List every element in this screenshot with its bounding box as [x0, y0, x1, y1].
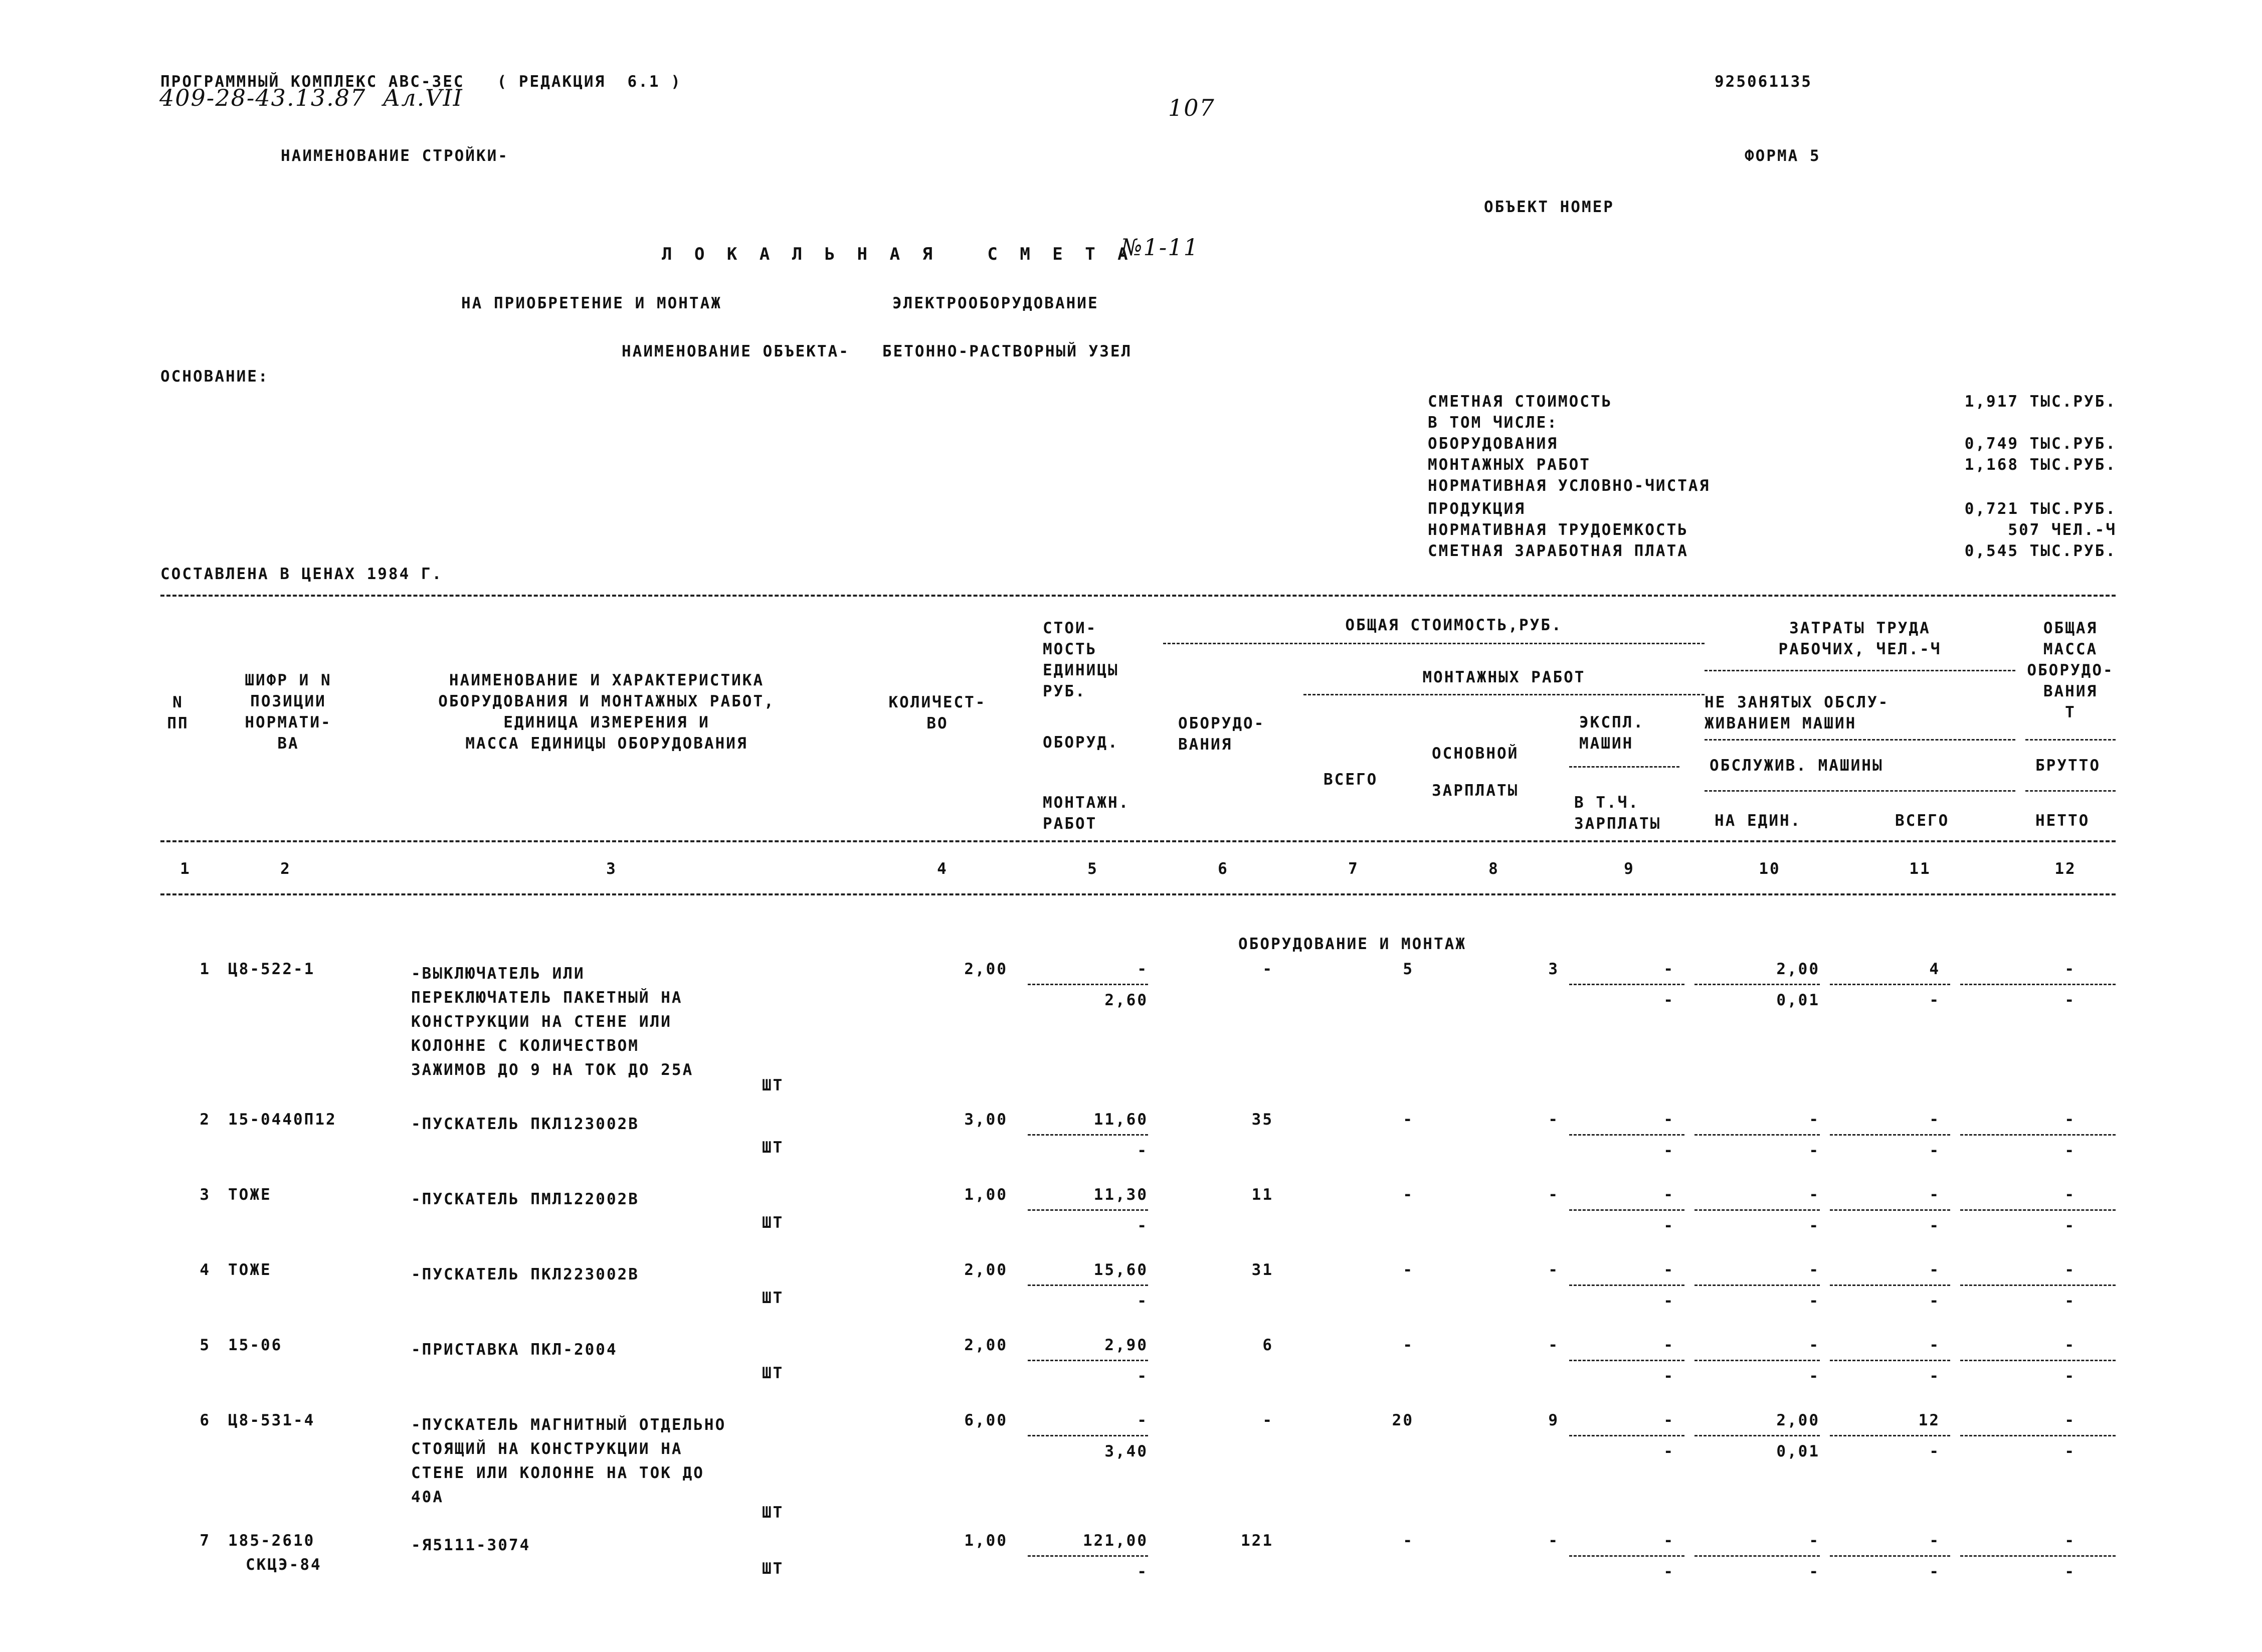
header-divider: [2025, 739, 2116, 741]
col-header-code: ШИФР И N ПОЗИЦИИ НОРМАТИ- ВА: [245, 671, 332, 753]
summary-label: НОРМАТИВНАЯ УСЛОВНО-ЧИСТАЯ: [1428, 477, 1711, 495]
row-machine-cost: -: [1663, 1411, 1674, 1429]
row-divider: [1028, 1555, 1148, 1557]
col-header-row-number: N ПП: [167, 693, 189, 732]
row-cost-equipment: 6: [1262, 1336, 1273, 1354]
row-divider: [1569, 1134, 1684, 1136]
column-number: 7: [1348, 860, 1359, 878]
row-unit: ШТ: [762, 1560, 784, 1578]
summary-value: 0,721 ТЫС.РУБ.: [1964, 500, 2117, 518]
row-unit-cost-equipment: 11,30: [1093, 1186, 1148, 1204]
row-divider: [1028, 1134, 1148, 1136]
row-mass-gross: -: [2064, 1111, 2076, 1129]
row-machine-wage: -: [1663, 1442, 1674, 1460]
col-header-unit-cost: СТОИ- МОСТЬ ЕДИНИЦЫ РУБ.: [1043, 619, 1119, 700]
row-mass-net: -: [2064, 1292, 2076, 1310]
row-unit-cost-equipment: -: [1137, 1411, 1148, 1429]
row-divider: [1694, 984, 1820, 985]
row-machine-cost: -: [1663, 1111, 1674, 1129]
col-header-quantity: КОЛИЧЕСТ- ВО: [888, 693, 987, 732]
row-number: 6: [200, 1411, 211, 1429]
row-unit-cost-installation: -: [1137, 1367, 1148, 1385]
row-mass-net: -: [2064, 1217, 2076, 1235]
row-labor-total-machine: -: [1929, 1217, 1940, 1235]
row-code: 185-2610: [228, 1532, 315, 1550]
row-unit: ШТ: [762, 1504, 784, 1522]
row-unit-cost-installation: -: [1137, 1563, 1148, 1581]
summary-label: НОРМАТИВНАЯ ТРУДОЕМКОСТЬ: [1428, 521, 1688, 539]
row-machine-wage: -: [1663, 1142, 1674, 1160]
row-labor-total: -: [1929, 1186, 1940, 1204]
row-unit: ШТ: [762, 1076, 784, 1094]
basis-label: ОСНОВАНИЕ:: [160, 368, 269, 386]
row-divider: [1694, 1209, 1820, 1211]
row-machine-wage: -: [1663, 1367, 1674, 1385]
row-installation-total: -: [1403, 1336, 1414, 1354]
row-installation-total: -: [1403, 1532, 1414, 1550]
col-header-mass-gross: БРУТТО: [2035, 757, 2101, 775]
row-installation-total: 5: [1403, 960, 1414, 978]
row-base-wage: 3: [1548, 960, 1559, 978]
row-quantity: 1,00: [964, 1186, 1008, 1204]
row-divider: [1960, 1360, 2116, 1361]
col-header-labor-machine: ОБСЛУЖИВ. МАШИНЫ: [1710, 757, 1883, 775]
row-divider: [1694, 1435, 1820, 1436]
row-name: -ПУСКАТЕЛЬ ПМЛ122002В: [411, 1190, 639, 1208]
header-divider: [1163, 643, 1705, 644]
column-number: 1: [180, 860, 191, 878]
row-number: 2: [200, 1111, 211, 1129]
row-quantity: 1,00: [964, 1532, 1008, 1550]
row-divider: [1028, 1435, 1148, 1436]
row-mass-gross: -: [2064, 1261, 2076, 1279]
column-number: 12: [2054, 860, 2077, 878]
row-labor-total-machine: -: [1929, 1142, 1940, 1160]
summary-label: СМЕТНАЯ СТОИМОСТЬ: [1428, 393, 1613, 411]
row-divider: [1830, 1555, 1950, 1557]
row-cost-equipment: -: [1262, 1411, 1273, 1429]
handwritten-code: 409-28-43.13.87 Ал.VII: [159, 84, 463, 111]
row-installation-total: -: [1403, 1261, 1414, 1279]
col-header-mass-net: НЕТТО: [2035, 812, 2090, 830]
row-unit: ШТ: [762, 1139, 784, 1157]
header-bottom-rule: [160, 840, 2116, 842]
row-name: -ПУСКАТЕЛЬ ПКЛ123002В: [411, 1115, 639, 1133]
row-labor-total: -: [1929, 1111, 1940, 1129]
row-quantity: 2,00: [964, 1261, 1008, 1279]
row-divider: [1960, 1435, 2116, 1436]
row-labor-total: 4: [1929, 960, 1940, 978]
row-unit-cost-installation: -: [1137, 1292, 1148, 1310]
column-number: 11: [1909, 860, 1931, 878]
row-labor-total: -: [1929, 1261, 1940, 1279]
row-machine-cost: -: [1663, 1186, 1674, 1204]
row-cost-equipment: 35: [1251, 1111, 1273, 1129]
row-labor-per-unit-machine: -: [1809, 1563, 1820, 1581]
row-mass-net: -: [2064, 1442, 2076, 1460]
header-divider: [1705, 670, 2015, 671]
row-divider: [1569, 1555, 1684, 1557]
row-number: 5: [200, 1336, 211, 1354]
summary-label: СМЕТНАЯ ЗАРАБОТНАЯ ПЛАТА: [1428, 542, 1688, 560]
col-header-name: НАИМЕНОВАНИЕ И ХАРАКТЕРИСТИКА ОБОРУДОВАНИЯ И МОНТАЖНЫХ РАБОТ, ЕДИНИЦА ИЗМЕРЕНИЯ И МАССА ЕДИНИЦЫ ОБОРУДОВАНИЯ: [438, 671, 775, 753]
row-mass-net: -: [2064, 1563, 2076, 1581]
col-header-machine-wage: В Т.Ч. ЗАРПЛАТЫ: [1574, 794, 1661, 833]
row-base-wage: -: [1548, 1111, 1559, 1129]
construction-name-label: НАИМЕНОВАНИЕ СТРОЙКИ-: [281, 147, 509, 165]
row-mass-gross: -: [2064, 1336, 2076, 1354]
row-code: ТОЖЕ: [228, 1261, 272, 1279]
row-divider: [1694, 1284, 1820, 1286]
header-divider: [1705, 739, 2015, 741]
row-labor-per-unit-machine: 0,01: [1776, 991, 1820, 1009]
row-labor-per-unit: -: [1809, 1261, 1820, 1279]
row-unit-cost-installation: -: [1137, 1142, 1148, 1160]
row-installation-total: 20: [1392, 1411, 1414, 1429]
row-unit-cost-equipment: 2,90: [1104, 1336, 1148, 1354]
summary-value: 0,749 ТЫС.РУБ.: [1964, 435, 2117, 453]
row-labor-per-unit-machine: 0,01: [1776, 1442, 1820, 1460]
row-divider: [1694, 1360, 1820, 1361]
price-base-note: СОСТАВЛЕНА В ЦЕНАХ 1984 Г.: [160, 565, 443, 583]
summary-label: В ТОМ ЧИСЛЕ:: [1428, 414, 1558, 432]
row-labor-per-unit: -: [1809, 1111, 1820, 1129]
header-divider: [1705, 790, 2015, 792]
row-divider: [1960, 1555, 2116, 1557]
row-labor-total: -: [1929, 1336, 1940, 1354]
row-labor-per-unit-machine: -: [1809, 1217, 1820, 1235]
row-labor-total-machine: -: [1929, 1367, 1940, 1385]
row-name: -ПУСКАТЕЛЬ ПКЛ223002В: [411, 1265, 639, 1283]
document-title: Л О К А Л Ь Н А Я С М Е Т А: [662, 244, 1134, 264]
subtitle-prefix: НА ПРИОБРЕТЕНИЕ И МОНТАЖ: [461, 294, 722, 312]
row-cost-equipment: 31: [1251, 1261, 1273, 1279]
row-machine-cost: -: [1663, 1532, 1674, 1550]
row-name: -ПРИСТАВКА ПКЛ-2004: [411, 1341, 618, 1359]
row-cost-equipment: -: [1262, 960, 1273, 978]
row-divider: [1830, 1134, 1950, 1136]
row-machine-cost: -: [1663, 960, 1674, 978]
column-number: 10: [1759, 860, 1781, 878]
row-mass-gross: -: [2064, 1532, 2076, 1550]
summary-value: 507 ЧЕЛ.-Ч: [2008, 521, 2117, 539]
row-unit-cost-equipment: -: [1137, 960, 1148, 978]
row-name: -ПУСКАТЕЛЬ МАГНИТНЫЙ ОТДЕЛЬНО СТОЯЩИЙ НА КОНСТРУКЦИИ НА СТЕНЕ ИЛИ КОЛОННЕ НА ТОК ДО 40А: [411, 1416, 726, 1506]
row-divider: [1830, 1435, 1950, 1436]
row-labor-total: 12: [1918, 1411, 1940, 1429]
row-divider: [1569, 1284, 1684, 1286]
row-labor-per-unit: -: [1809, 1532, 1820, 1550]
row-machine-wage: -: [1663, 991, 1674, 1009]
row-base-wage: -: [1548, 1186, 1559, 1204]
row-labor-per-unit: -: [1809, 1186, 1820, 1204]
row-base-wage: -: [1548, 1261, 1559, 1279]
row-number: 4: [200, 1261, 211, 1279]
col-header-labor-total: ВСЕГО: [1895, 812, 1950, 830]
row-quantity: 2,00: [964, 960, 1008, 978]
form-label: ФОРМА 5: [1745, 147, 1821, 165]
row-divider: [1569, 1209, 1684, 1211]
row-mass-gross: -: [2064, 1411, 2076, 1429]
row-divider: [1960, 1284, 2116, 1286]
row-quantity: 3,00: [964, 1111, 1008, 1129]
row-unit-cost-equipment: 15,60: [1093, 1261, 1148, 1279]
row-machine-wage: -: [1663, 1292, 1674, 1310]
row-base-wage: 9: [1548, 1411, 1559, 1429]
row-unit-cost-installation: 3,40: [1104, 1442, 1148, 1460]
row-code: Ц8-522-1: [228, 960, 315, 978]
column-number: 8: [1488, 860, 1499, 878]
column-number: 4: [937, 860, 948, 878]
column-number: 9: [1624, 860, 1635, 878]
col-header-labor: ЗАТРАТЫ ТРУДА РАБОЧИХ, ЧЕЛ.-Ч: [1778, 619, 1942, 658]
row-labor-per-unit: 2,00: [1776, 1411, 1820, 1429]
row-unit-cost-installation: -: [1137, 1217, 1148, 1235]
row-labor-per-unit: 2,00: [1776, 960, 1820, 978]
row-unit: ШТ: [762, 1214, 784, 1232]
row-code: Ц8-531-4: [228, 1411, 315, 1429]
row-code: ТОЖЕ: [228, 1186, 272, 1204]
subtitle-suffix: ЭЛЕКТРООБОРУДОВАНИЕ: [892, 294, 1099, 312]
row-mass-net: -: [2064, 991, 2076, 1009]
col-header-machine-operation: ЭКСПЛ. МАШИН: [1579, 713, 1644, 753]
col-header-equipment: ОБОРУДО- ВАНИЯ: [1178, 714, 1265, 754]
col-header-labor-per-unit: НА ЕДИН.: [1715, 812, 1802, 830]
row-mass-gross: -: [2064, 1186, 2076, 1204]
row-labor-total-machine: -: [1929, 1292, 1940, 1310]
column-number: 3: [606, 860, 617, 878]
row-divider: [1830, 984, 1950, 985]
row-base-wage: -: [1548, 1336, 1559, 1354]
col-header-base-wage: ОСНОВНОЙ ЗАРПЛАТЫ: [1432, 745, 1519, 800]
col-header-total-cost: ОБЩАЯ СТОИМОСТЬ,РУБ.: [1345, 616, 1563, 634]
row-divider: [1028, 1284, 1148, 1286]
row-machine-wage: -: [1663, 1217, 1674, 1235]
document-number: 925061135: [1715, 73, 1812, 91]
row-divider: [1569, 1435, 1684, 1436]
program-line: ПРОГРАММНЫЙ КОМПЛЕКС АВС-3ЕС ( РЕДАКЦИЯ 6.1 ): [160, 73, 682, 91]
row-name: -Я5111-3074: [411, 1536, 531, 1554]
table-top-rule: [160, 595, 2116, 597]
summary-label: ПРОДУКЦИЯ: [1428, 500, 1526, 518]
object-number-label: ОБЪЕКТ НОМЕР: [1484, 198, 1614, 216]
column-numbers-rule: [160, 893, 2116, 895]
summary-label: ОБОРУДОВАНИЯ: [1428, 435, 1558, 453]
row-machine-cost: -: [1663, 1336, 1674, 1354]
row-mass-net: -: [2064, 1142, 2076, 1160]
col-header-installation: МОНТАЖНЫХ РАБОТ: [1422, 668, 1586, 686]
row-labor-per-unit-machine: -: [1809, 1292, 1820, 1310]
row-divider: [1830, 1360, 1950, 1361]
summary-value: 1,917 ТЫС.РУБ.: [1964, 393, 2117, 411]
col-header-unit-cost-equipment: ОБОРУД.: [1043, 733, 1119, 752]
row-mass-gross: -: [2064, 960, 2076, 978]
col-header-labor-not-machine: НЕ ЗАНЯТЫХ ОБСЛУ- ЖИВАНИЕМ МАШИН: [1705, 693, 1890, 732]
column-number: 6: [1218, 860, 1229, 878]
row-labor-total-machine: -: [1929, 991, 1940, 1009]
column-number: 2: [280, 860, 291, 878]
row-labor-total-machine: -: [1929, 1442, 1940, 1460]
row-divider: [1028, 1360, 1148, 1361]
row-number: 3: [200, 1186, 211, 1204]
row-installation-total: -: [1403, 1186, 1414, 1204]
row-labor-total-machine: -: [1929, 1563, 1940, 1581]
row-unit-cost-equipment: 11,60: [1093, 1111, 1148, 1129]
row-labor-per-unit: -: [1809, 1336, 1820, 1354]
row-machine-cost: -: [1663, 1261, 1674, 1279]
row-unit-cost-installation: 2,60: [1104, 991, 1148, 1009]
section-title: ОБОРУДОВАНИЕ И МОНТАЖ: [1238, 935, 1466, 953]
row-unit: ШТ: [762, 1289, 784, 1307]
row-code: 15-06: [228, 1336, 283, 1354]
row-divider: [1960, 1209, 2116, 1211]
row-unit: ШТ: [762, 1364, 784, 1382]
row-divider: [1830, 1209, 1950, 1211]
row-installation-total: -: [1403, 1111, 1414, 1129]
summary-value: 0,545 ТЫС.РУБ.: [1964, 542, 2117, 560]
row-machine-wage: -: [1663, 1563, 1674, 1581]
handwritten-page-number: 107: [1168, 94, 1215, 121]
column-number: 5: [1087, 860, 1098, 878]
row-labor-per-unit-machine: -: [1809, 1142, 1820, 1160]
row-mass-net: -: [2064, 1367, 2076, 1385]
row-labor-per-unit-machine: -: [1809, 1367, 1820, 1385]
object-name: НАИМЕНОВАНИЕ ОБЪЕКТА- БЕТОННО-РАСТВОРНЫЙ УЗЕЛ: [622, 342, 1133, 360]
row-code-secondary: СКЦЭ-84: [246, 1556, 322, 1574]
header-divider: [1303, 694, 1705, 695]
header-divider: [1569, 766, 1679, 768]
col-header-total: ВСЕГО: [1324, 771, 1378, 789]
summary-value: 1,168 ТЫС.РУБ.: [1964, 456, 2117, 474]
row-name: -ВЫКЛЮЧАТЕЛЬ ИЛИ ПЕРЕКЛЮЧАТЕЛЬ ПАКЕТНЫЙ НА КОНСТРУКЦИИ НА СТЕНЕ ИЛИ КОЛОННЕ С КОЛИЧЕСТВОМ ЗАЖИМОВ ДО 9 НА ТОК ДО 25А: [411, 965, 694, 1079]
row-cost-equipment: 121: [1241, 1532, 1273, 1550]
row-divider: [1960, 984, 2116, 985]
row-divider: [1830, 1284, 1950, 1286]
row-divider: [1028, 1209, 1148, 1211]
row-divider: [1694, 1134, 1820, 1136]
col-header-mass: ОБЩАЯ МАССА ОБОРУДО- ВАНИЯ Т: [2027, 619, 2114, 721]
row-cost-equipment: 11: [1251, 1186, 1273, 1204]
row-quantity: 6,00: [964, 1411, 1008, 1429]
col-header-unit-cost-installation: МОНТАЖН. РАБОТ: [1043, 794, 1130, 833]
row-unit-cost-equipment: 121,00: [1083, 1532, 1148, 1550]
row-divider: [1960, 1134, 2116, 1136]
document-title-number: №1-11: [1120, 234, 1199, 261]
row-number: 7: [200, 1532, 211, 1550]
row-divider: [1569, 984, 1684, 985]
row-number: 1: [200, 960, 211, 978]
row-divider: [1569, 1360, 1684, 1361]
row-divider: [1694, 1555, 1820, 1557]
row-labor-total: -: [1929, 1532, 1940, 1550]
row-quantity: 2,00: [964, 1336, 1008, 1354]
row-code: 15-0440П12: [228, 1111, 337, 1129]
row-divider: [1028, 984, 1148, 985]
row-base-wage: -: [1548, 1532, 1559, 1550]
summary-label: МОНТАЖНЫХ РАБОТ: [1428, 456, 1591, 474]
header-divider: [2025, 790, 2116, 792]
